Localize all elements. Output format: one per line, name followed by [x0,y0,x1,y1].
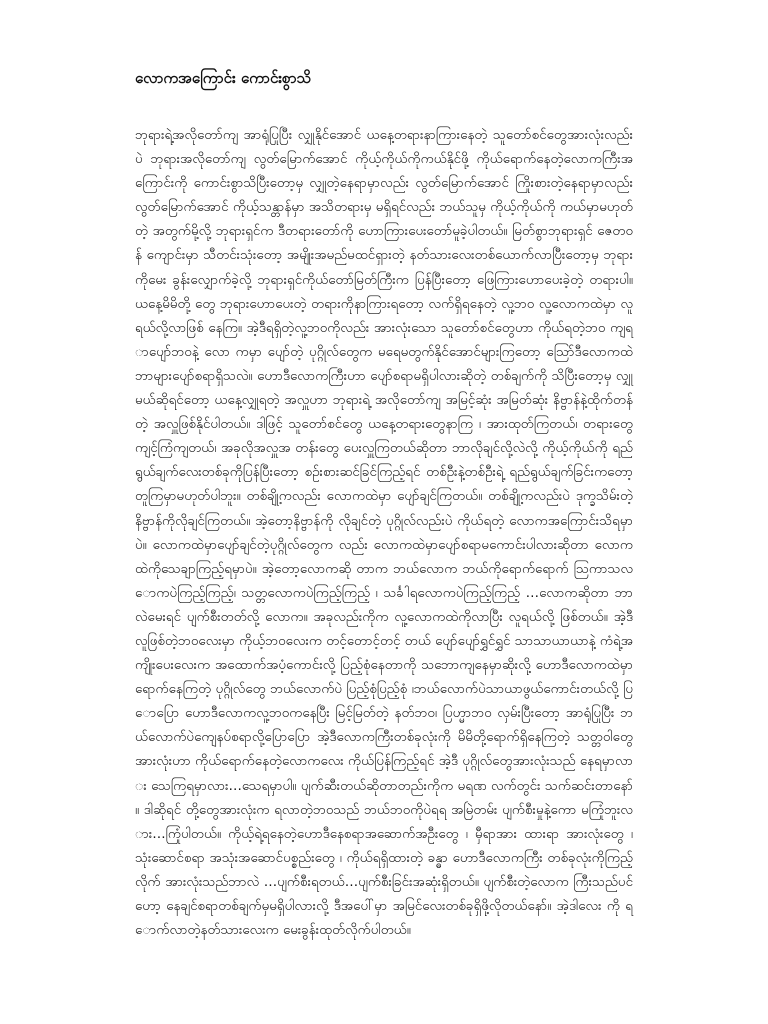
document-title: လောကအကြောင်း ကောင်းစွာသိ [135,69,312,87]
document-body-paragraph: ဘုရားရဲ့အလိုတော်ကျ အာရုံပြုပြီး လျှုနိုင်အောင် ယနေ့တရားနာကြားနေတဲ့ သူတော်စင်တွေအားလုံးလည်း ပဲ ဘုရားအလိုတော်ကျ လွတ်မြောက်အောင် ကိုယ့်ကိုယ်ကိုကယ်နိုင်ဖို့ ကိုယ်ရောက်နေတဲ့လောကကြီးအ ကြောင်းကို ကောင်းစွာသိပြီးတော့မှ လျှုတဲ့နေရာမှာလည်း လွတ်မြောက်အောင် ကြိုးစားတဲ့နေရာမှာလည်း လွတ်မြောက်အောင် ကိုယ့်သန္တာန်မှာ အသိတရားမှ မရှိရင်လည်း ဘယ်သူမှ ကိုယ့်ကိုယ်ကို ကယ်မှာမဟုတ်တဲ့ အတွက်မို့လို့ ဘုရားရှင်က ဒီတရားတော်ကို ဟောကြားပေးတော်မူခဲ့ပါတယ်။ မြတ်စွာဘုရားရှင် ဇေတဝန် ကျောင်းမှာ သီတင်းသုံးတော့ အမျိုးအမည်မထင်ရှားတဲ့ နတ်သားလေးတစ်ယောက်လာပြီးတော့မှ ဘုရားကိုမေး ခွန်းလျှောက်ခဲ့လို့ ဘုရားရှင်ကိုယ်တော်မြတ်ကြီးက ပြန်ပြီးတော့ ဖြေကြားဟောပေးခဲ့တဲ့ တရားပါ။ ယနေ့မိမိတို့ တွေ ဘုရားဟောပေးတဲ့ တရားကိုနာကြားရတော့ လက်ရှိရနေတဲ့ လူ့ဘဝ လူ့လောကထဲမှာ လူရယ်လို့လာဖြစ် နေကြ။ အဲ့ဒီရရှိတဲ့လူ့ဘဝကိုလည်း အားလုံးသော သူတော်စင်တွေဟာ ကိုယ်ရတဲ့ဘဝ ကျရာပျော်ဘဝနဲ့ လော ကမှာ ပျော်တဲ့ ပုဂ္ဂိုလ်တွေက မရေမတွက်နိုင်အောင်များကြတော့ သြော်ဒီလောကထဲ ဘာများပျော်စရာရှိသလဲ။ ဟောဒီလောကကြီးဟာ ပျော်စရာမရှိပါလားဆိုတဲ့ တစ်ချက်ကို သိပြီးတော့မှ လျှုမယ်ဆိုရင်တော့ ယနေ့လျှုရတဲ့ အလှူဟာ ဘုရားရဲ့ အလိုတော်ကျ အမြင့်ဆုံး အမြတ်ဆုံး နိဗ္ဗာန်နဲ့ထိုက်တန်တဲ့ အလှူဖြစ်နိုင်ပါတယ်။ ဒါဖြင့် သူတော်စင်တွေ ယနေ့တရားတွေနာကြ ၊ အားထုတ်ကြတယ်၊ တရားတွေကျင့်ကြံကျတယ်၊ အခုလိုအလှူအ တန်းတွေ ပေးလှူကြတယ်ဆိုတာ ဘာလိုချင်လို့လဲလို့ ကိုယ့်ကိုယ်ကို ရည်ရွယ်ချက်လေးတစ်ခုကိုပြန်ပြီးတော့ စဉ်းစားဆင်ခြင်ကြည့်ရင် တစ်ဦးနဲ့တစ်ဦးရဲ့ ရည်ရွယ်ချက်ခြင်းကတော့ တူကြမှာမဟုတ်ပါဘူး။ တစ်ချို့ကလည်း လောကထဲမှာ ပျော်ချင်ကြတယ်။ တစ်ချို့ကလည်းပဲ ဒုက္ခသိမ်းတဲ့ နိဗ္ဗာန်ကိုလိုချင်ကြတယ်။ အဲ့တော့နိဗ္ဗာန်ကို လိုချင်တဲ့ ပုဂ္ဂိုလ်လည်းပဲ ကိုယ်ရတဲ့ လောကအကြောင်းသိရမှာပဲ။ လောကထဲမှာပျော်ချင်တဲ့ပုဂ္ဂိုလ်တွေက လည်း လောကထဲမှာပျော်စရာမကောင်းပါလားဆိုတာ လောကထဲကိုသေချာကြည့်ရမှာပဲ။ အဲ့တော့လောကဆို တာက ဘယ်လောက ဘယ်ကိုရောက်ရောက် ဩကာသလောကပဲကြည့်ကြည့်၊ သတ္တလောကပဲကြည့်ကြည့် ၊ သင်္ခါရလောကပဲကြည့်ကြည့် …လောကဆိုတာ ဘာလဲမေးရင် ပျက်စီးတတ်လို့ လောက။ အခုလည်းကိုက လူ့လောကထဲကိုလာပြီး လူရယ်လို့ ဖြစ်တယ်။ အဲ့ဒီလူဖြစ်တဲ့ဘဝလေးမှာ ကိုယ့်ဘဝလေးက တင့်တောင့်တင့် တယ် ပျော်ပျော်ရွှင်ရွှင် သာသာယာယာနဲ့ ကံရဲ့အကျိုးပေးလေးက အထောက်အပံ့ကောင်းလို့ ပြည့်စုံနေတာကို သဘောကျနေမှာဆိုးလို့ ဟောဒီလောကထဲမှာရောက်နေကြတဲ့ ပုဂ္ဂိုလ်တွေ ဘယ်လောက်ပဲ ပြည့်စုံပြည့်စုံ ၊ဘယ်လောက်ပဲသာယာဖွယ်ကောင်းတယ်လို့ ပြောပြော ဟောဒီလောကလူ့ဘဝကနေပြီး မြင့်မြတ်တဲ့ နတ်ဘဝ၊ ပြဟ္မာဘဝ လှမ်းပြီးတော့ အာရုံပြုပြီး ဘယ်လောက်ပဲကျေနပ်စရာလို့ပြောပြော အဲ့ဒီလောကကြီးတစ်ခုလုံးကို မိမိတို့ရောက်ရှိနေကြတဲ့ သတ္တဝါတွေအားလုံးဟာ ကိုယ်ရောက်နေတဲ့လောကလေး ကိုယ်ပြန်ကြည့်ရင် အဲ့ဒီ ပုဂ္ဂိုလ်တွေအားလုံးသည် နေရမှာလား သေကြရမှာလား…သေရမှာပါ။ ပျက်ဆီးတယ်ဆိုတာတည်းကိုက မရဏ လက်တွင်း သက်ဆင်းတာနော်။ ဒါဆိုရင် တို့တွေအားလုံးက ရလာတဲ့ဘဝသည် ဘယ်ဘဝကိုပဲရရ အမြဲတမ်း ပျက်စီးမှုနဲ့ကော မကြုံဘူးလား…ကြုံပါတယ်။ ကိုယ့်ရဲ့ရနေတဲ့ဟောဒီနေစရာအဆောက်အဦးတွေ ၊ မှီရာအား ထားရာ အားလုံးတွေ ၊ သုံးဆောင်စရာ အသုံးအဆောင်ပစ္စည်းတွေ ၊ ကိုယ်ရရှိထားတဲ့ ခန္ဓာ ဟောဒီလောကကြီး တစ်ခုလုံးကိုကြည့်လိုက် အားလုံးသည်ဘာလဲ …ပျက်စီးရတယ်…ပျက်စီးခြင်းအဆုံးရှိတယ်။ ပျက်စီးတဲ့လောက ကြီးသည်ပင်ဟော့ နေချင်စရာတစ်ချက်မှမရှိပါလားလို့ ဒီအပေါ်မှာ အမြင်လေးတစ်ခုရှိဖို့လိုတယ်နော်။ အဲ့ဒါလေး ကို ရောက်လာတဲ့နတ်သားလေးက မေးခွန်းထုတ်လိုက်ပါတယ်။ [135,128,633,939]
